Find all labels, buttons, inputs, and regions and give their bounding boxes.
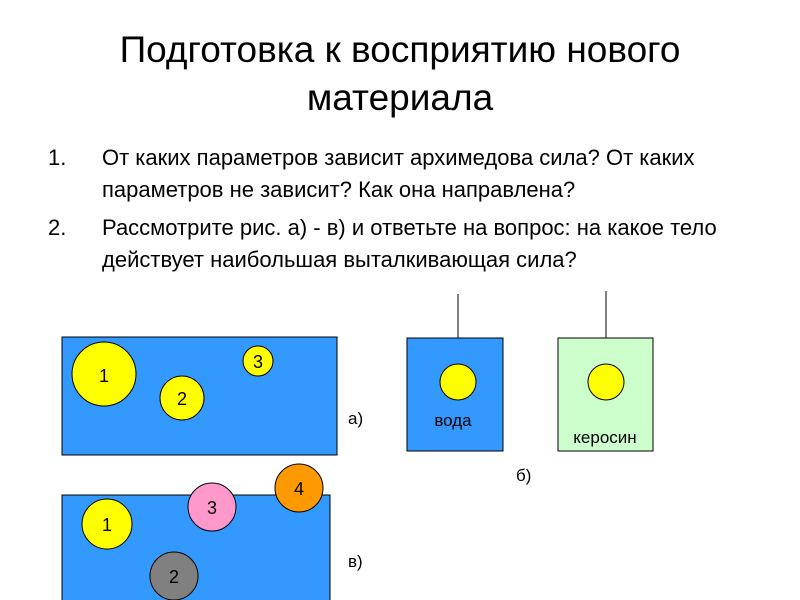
figure-a <box>62 337 363 455</box>
ball-v-1-label: 1 <box>101 515 113 535</box>
ball-in-kerosene <box>588 364 624 400</box>
ball-a-1-label: 1 <box>98 366 110 386</box>
question-text: От каких параметров зависит архимедова сила? От каких параметров не зависит? Как она направлена? <box>102 145 695 202</box>
question-number: 1. <box>48 145 67 170</box>
ball-a-3-label: 3 <box>252 352 264 372</box>
question-number: 2. <box>48 215 67 240</box>
figure-b-label: б) <box>516 466 532 485</box>
ball-v-3-label: 3 <box>206 498 218 518</box>
ball-a-2-label: 2 <box>176 389 188 409</box>
slide-title-line-2: материала <box>306 77 494 118</box>
slide-title-line-1: Подготовка к восприятию нового <box>119 29 681 70</box>
ball-in-water <box>440 364 476 400</box>
question-text: Рассмотрите рис. а) - в) и ответьте на вопрос: на какое тело действует наибольшая выталкивающая сила? <box>102 215 717 272</box>
figure-v-label: в) <box>348 552 363 571</box>
figure-b <box>407 291 653 485</box>
figure-a-label: а) <box>348 409 364 428</box>
water-label: вода <box>434 411 472 430</box>
ball-v-2-label: 2 <box>168 567 180 587</box>
kerosene-label: керосин <box>573 428 637 447</box>
ball-v-4-label: 4 <box>293 479 305 499</box>
figure-v <box>62 464 363 600</box>
